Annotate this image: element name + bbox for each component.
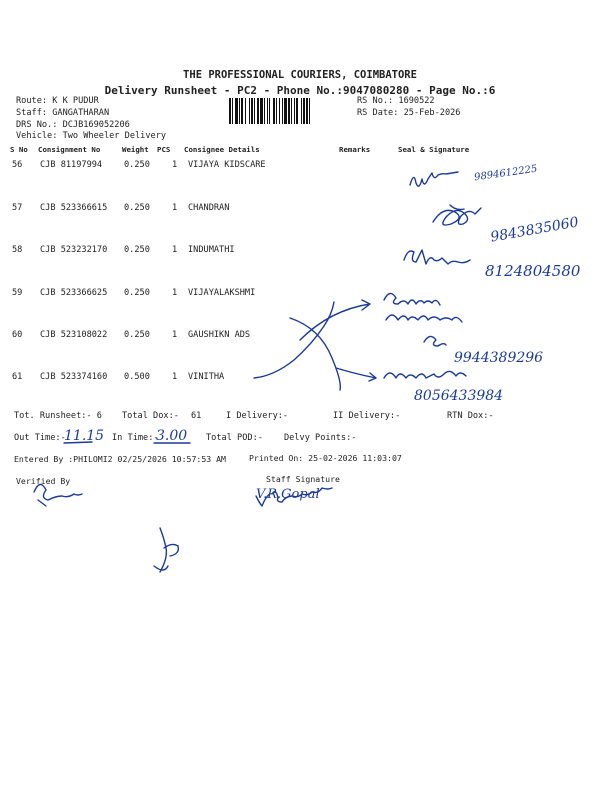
- row-consignment: CJB 523108022: [40, 330, 108, 340]
- tamil-name-row61: [384, 371, 466, 378]
- row-sno: 61: [12, 372, 23, 382]
- row-consignee: VINITHA: [188, 372, 225, 382]
- total-dox-label: Total Dox:-: [122, 411, 179, 421]
- row-sno: 60: [12, 330, 23, 340]
- row-pcs: 1: [172, 288, 178, 298]
- row-consignee: INDUMATHI: [188, 245, 235, 255]
- total-runsheet: Tot. Runsheet:- 6: [14, 411, 102, 421]
- signature-row58: [404, 250, 470, 264]
- row-sno: 56: [12, 160, 23, 170]
- col-consignment: Consignment No: [38, 145, 101, 154]
- entered-by: Entered By :PHILOMI2 02/25/2026 10:57:53 AM: [14, 454, 226, 464]
- row-consignment: CJB 523366625: [40, 288, 108, 298]
- row-pcs: 1: [172, 160, 178, 170]
- route-label: Route: K K PUDUR: [16, 96, 99, 106]
- row-sno: 58: [12, 245, 23, 255]
- out-time-value: 11.15: [64, 428, 105, 444]
- phone-row58: 8124804580: [485, 262, 581, 280]
- vehicle-label: Vehicle: Two Wheeler Delivery: [16, 131, 167, 141]
- phone-row60: 9944389296: [454, 350, 544, 366]
- row-weight: 0.250: [124, 288, 150, 298]
- row-weight: 0.250: [124, 203, 150, 213]
- row-pcs: 1: [172, 372, 178, 382]
- row-consignment: CJB 81197994: [40, 160, 103, 170]
- phone-row61: 8056433984: [414, 388, 504, 404]
- row-weight: 0.250: [124, 330, 150, 340]
- col-pcs: PCS: [157, 145, 171, 154]
- drs-label: DRS No.: DCJB169052206: [16, 120, 130, 130]
- row-weight: 0.250: [124, 245, 150, 255]
- staff-label: Staff: GANGATHARAN: [16, 108, 110, 118]
- bottom-initial: [154, 528, 178, 572]
- printed-on: Printed On: 25-02-2026 11:03:07: [249, 453, 402, 463]
- total-pod: Total POD:-: [206, 433, 263, 443]
- row-pcs: 1: [172, 203, 178, 213]
- row-consignee: VIJAYA KIDSCARE: [188, 160, 266, 170]
- row-consignee: GAUSHIKN ADS: [188, 330, 251, 340]
- row-sno: 57: [12, 203, 23, 213]
- row-consignee: VIJAYALAKSHMI: [188, 288, 256, 298]
- ii-delivery: II Delivery:-: [333, 411, 401, 421]
- phone-row57: 9843835060: [489, 214, 580, 246]
- rs-date: RS Date: 25-Feb-2026: [357, 108, 461, 118]
- col-sno: S No: [10, 145, 28, 154]
- verified-by-label: Verified By: [16, 476, 71, 486]
- staff-signature-text: V.R.Gopal: [256, 487, 320, 502]
- col-consignee: Consignee Details: [184, 145, 260, 154]
- in-time-value: 3.00: [156, 428, 188, 444]
- in-time-label: In Time:-: [112, 433, 159, 443]
- phone-row56: 9894612225: [473, 163, 539, 184]
- row-consignment: CJB 523232170: [40, 245, 108, 255]
- signature-row56: [410, 172, 458, 186]
- col-remarks: Remarks: [339, 145, 371, 154]
- staff-signature-label: Staff Signature: [266, 474, 340, 484]
- tamil-name-row60: [386, 315, 462, 322]
- row-weight: 0.500: [124, 372, 150, 382]
- total-dox-value: 61: [191, 411, 202, 421]
- row-consignment: CJB 523374160: [40, 372, 108, 382]
- verified-signature: [34, 484, 82, 506]
- out-time-label: Out Time:-: [14, 433, 66, 443]
- arrow-to-row61: [254, 302, 376, 381]
- signature-row57: [433, 205, 481, 225]
- row-pcs: 1: [172, 245, 178, 255]
- row-consignee: CHANDRAN: [188, 203, 230, 213]
- runsheet-subtitle: Delivery Runsheet - PC2 - Phone No.:9047080280 - Page No.:6: [104, 84, 496, 97]
- delvy-points: Delvy Points:-: [284, 433, 357, 443]
- col-seal: Seal & Signature: [398, 145, 470, 154]
- tamil-name-row59: [384, 293, 440, 305]
- rs-number: RS No.: 1690522: [357, 96, 435, 106]
- row-pcs: 1: [172, 330, 178, 340]
- col-weight: Weight: [122, 145, 149, 154]
- row-consignment: CJB 523366615: [40, 203, 108, 213]
- initial-row60: [424, 336, 446, 346]
- i-delivery: I Delivery:-: [226, 411, 289, 421]
- rtn-dox: RTN Dox:-: [447, 411, 494, 421]
- row-weight: 0.250: [124, 160, 150, 170]
- row-sno: 59: [12, 288, 23, 298]
- company-title: THE PROFESSIONAL COURIERS, COIMBATORE: [183, 69, 417, 81]
